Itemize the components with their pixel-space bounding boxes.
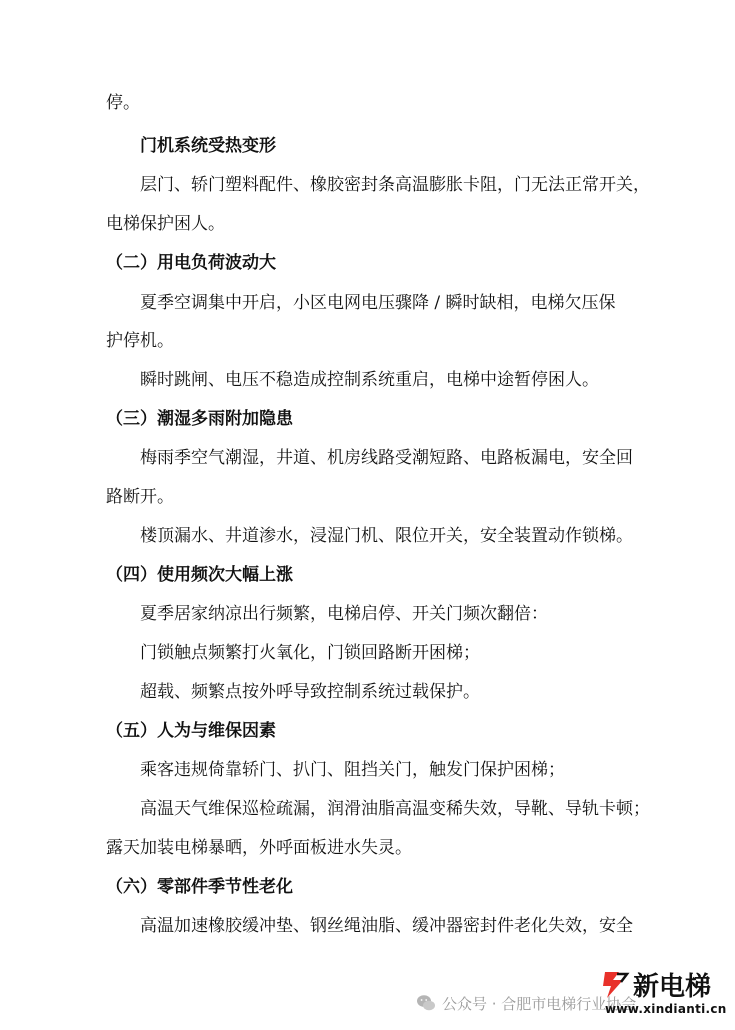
text-line: 停。 — [106, 93, 140, 113]
text-line: 露天加装电梯暴晒，外呼面板进水失灵。 — [106, 838, 412, 858]
section-heading: （六）零部件季节性老化 — [106, 877, 293, 897]
text-line: 夏季居家纳凉出行频繁，电梯启停、开关门频次翻倍： — [140, 604, 548, 624]
text-line: 门锁触点频繁打火氧化，门锁回路断开困梯； — [140, 643, 480, 663]
text-line: 高温加速橡胶缓冲垫、钢丝绳油脂、缓冲器密封件老化失效，安全 — [140, 916, 633, 936]
section-subheading: 门机系统受热变形 — [140, 136, 276, 156]
text-line: 电梯保护困人。 — [106, 214, 225, 234]
watermark-text: 公众号 · 合肥市电梯行业协会 — [442, 994, 637, 1013]
text-line: 乘客违规倚靠轿门、扒门、阻挡关门，触发门保护困梯； — [140, 760, 565, 780]
text-line: 梅雨季空气潮湿，井道、机房线路受潮短路、电路板漏电，安全回 — [140, 448, 633, 468]
brand-name: 新电梯 — [633, 972, 712, 1002]
section-heading: （四）使用频次大幅上涨 — [106, 565, 293, 585]
text-line: 高温天气维保巡检疏漏，润滑油脂高温变稀失效，导靴、导轨卡顿； — [140, 799, 650, 819]
text-line: 瞬时跳闸、电压不稳造成控制系统重启，电梯中途暂停困人。 — [140, 370, 599, 390]
section-heading: （三）潮湿多雨附加隐患 — [106, 409, 293, 429]
wechat-icon — [416, 993, 436, 1013]
text-line: 夏季空调集中开启，小区电网电压骤降 / 瞬时缺相，电梯欠压保 — [140, 293, 616, 313]
text-line: 层门、轿门塑料配件、橡胶密封条高温膨胀卡阻，门无法正常开关， — [140, 175, 650, 195]
brand-logo-icon — [597, 968, 631, 1002]
text-line: 路断开。 — [106, 487, 174, 507]
text-line: 楼顶漏水、井道渗水，浸湿门机、限位开关，安全装置动作锁梯。 — [140, 526, 633, 546]
text-line: 超载、频繁点按外呼导致控制系统过载保护。 — [140, 682, 480, 702]
section-heading: （二）用电负荷波动大 — [106, 253, 276, 273]
brand-url: www.xindianti.cn — [605, 1002, 727, 1016]
brand-logo — [597, 966, 727, 1022]
section-heading: （五）人为与维保因素 — [106, 721, 276, 741]
text-line: 护停机。 — [106, 331, 174, 351]
